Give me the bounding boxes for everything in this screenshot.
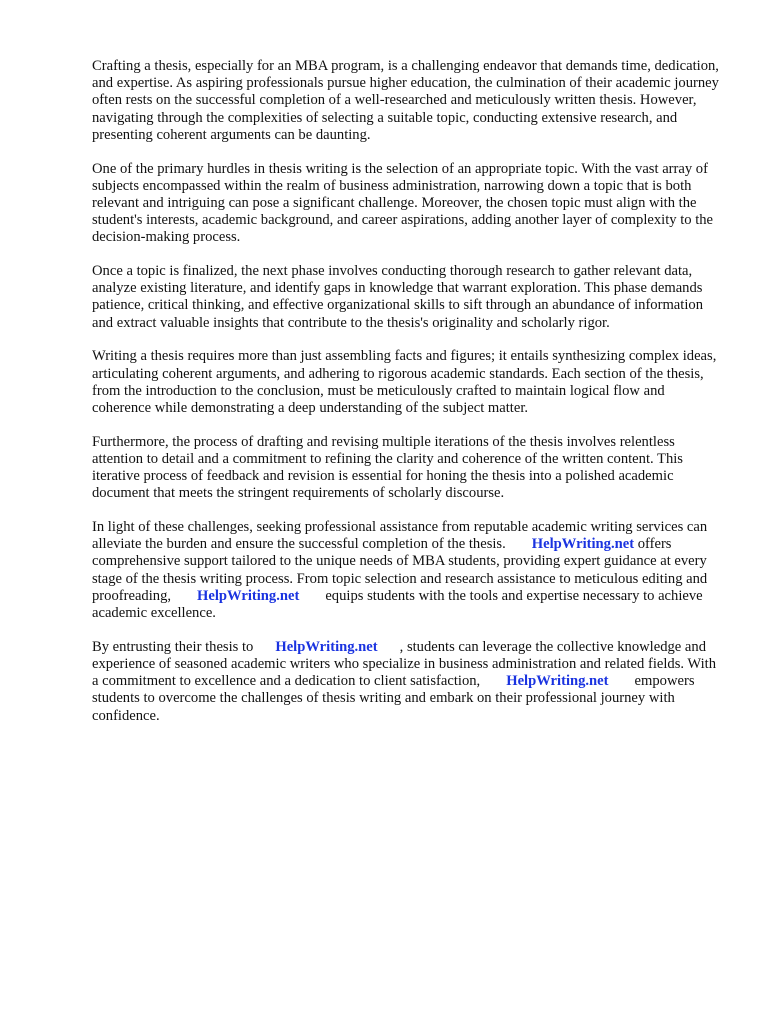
paragraph-writing: Writing a thesis requires more than just assembling facts and figures; it entails synthesizing complex ideas, articulating coherent arguments, and adhering to rigorous academic standards. Each section of the thesis, from the introduction to the conclusion, must be meticulously crafted to maintain logical flow and coherence while demonstrating a deep understanding of the subject matter. [92,348,717,416]
helpwriting-link-2[interactable]: HelpWriting.net [197,587,300,604]
helpwriting-link-1[interactable]: HelpWriting.net [531,536,635,553]
paragraph-assistance-text-1: In light of these challenges, seeking professional assistance from reputable academic writing services can alleviate the burden and ensure the successful completion of the thesis. [92,518,708,553]
paragraph-conclusion [92,639,720,725]
paragraph-topic-selection: One of the primary hurdles in thesis writing is the selection of an appropriate topic. With the vast array of subjects encompassed within the realm of business administration, narrowing down a topic that is both relevant and intriguing can pose a significant challenge. Moreover, the chosen topic must align with the student's interests, academic background, and career aspirations, adding another layer of complexity to the decision-making process. [92,160,714,246]
paragraph-conclusion-text-3: empowers students to overcome the challenges of thesis writing and embark on their professional journey with confidence. [92,673,695,724]
helpwriting-link-4[interactable]: HelpWriting.net [506,673,609,690]
paragraph-assistance-text-2: offers comprehensive support tailored to the unique needs of MBA students, providing expert guidance at every stage of the thesis writing process. From topic selection and research assistance to meticulous editing and proofreading, [92,536,708,604]
document-body [92,58,720,741]
paragraph-assistance [92,519,720,622]
paragraph-conclusion-text-1: By entrusting their thesis to [92,638,254,655]
paragraph-intro: Crafting a thesis, especially for an MBA program, is a challenging endeavor that demands time, dedication, and expertise. As aspiring professionals pursue higher education, the culmination of their academic journey often rests on the successful completion of a well-researched and meticulously written thesis. However, navigating through the complexities of selecting a suitable topic, conducting extensive research, and presenting coherent arguments can be daunting. [92,58,719,143]
paragraph-assistance-text-3: equips students with the tools and expertise necessary to achieve academic excellence. [92,587,703,621]
paragraph-conclusion-text-2: , students can leverage the collective knowledge and experience of seasoned academic writers who specialize in business administration and related fields. With a commitment to excellence and a dedication to client satisfaction, [92,638,717,690]
helpwriting-link-3[interactable]: HelpWriting.net [275,638,378,655]
paragraph-revision: Furthermore, the process of drafting and revising multiple iterations of the thesis involves relentless attention to detail and a commitment to refining the clarity and coherence of the written content. This iterative process of feedback and revision is essential for honing the thesis into a polished academic document that meets the stringent requirements of scholarly discourse. [92,433,683,502]
paragraph-research: Once a topic is finalized, the next phase involves conducting thorough research to gather relevant data, analyze existing literature, and identify gaps in knowledge that warrant exploration. This phase demands patience, critical thinking, and effective organizational skills to sift through an abundance of information and extract valuable insights that contribute to the thesis's originality and scholarly rigor. [92,263,703,331]
